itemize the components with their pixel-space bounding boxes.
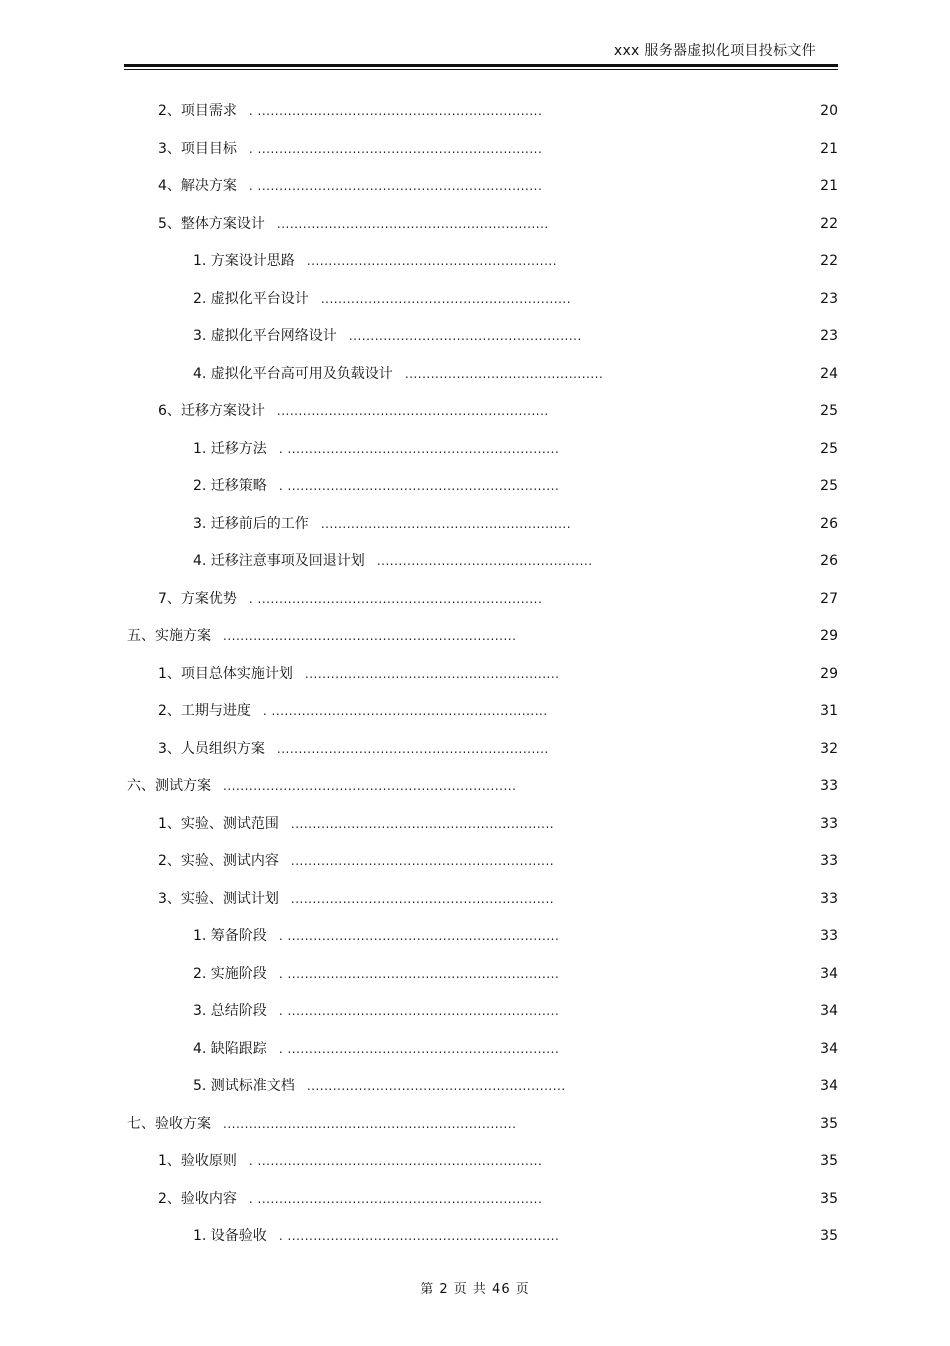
header-rule xyxy=(124,64,838,67)
toc-page-number: 35 xyxy=(820,1153,838,1169)
toc-dot-leader: . ............................................................... xyxy=(278,1041,560,1056)
toc-entry[interactable] xyxy=(0,1218,950,1256)
toc-entry-title: 1. 迁移方法 xyxy=(193,440,267,457)
toc-entry[interactable] xyxy=(0,168,950,206)
toc-entry-title: 2. 实施阶段 xyxy=(193,965,267,982)
toc-dot-leader: . ............................................................... xyxy=(278,1229,560,1243)
toc-entry[interactable] xyxy=(0,881,950,919)
toc-entry-title: 2. 迁移策略 xyxy=(193,478,267,494)
toc-dot-leader: . ................................................................ xyxy=(262,704,548,718)
toc-dot-leader: . ............................................................... xyxy=(278,929,560,943)
toc-entry[interactable] xyxy=(0,1106,950,1144)
toc-dot-leader: .................................................................... xyxy=(223,779,517,793)
toc-entry-title: 3. 虚拟化平台网络设计 xyxy=(193,328,337,344)
toc-entry-title: 4. 迁移注意事项及回退计划 xyxy=(193,553,365,569)
toc-dot-leader: . ............................................................... xyxy=(278,966,560,981)
toc-page-number: 24 xyxy=(820,365,838,382)
toc-page-number: 33 xyxy=(820,890,838,907)
toc-dot-leader: .......................................................... xyxy=(320,291,572,306)
toc-entry[interactable] xyxy=(0,281,950,319)
toc-entry[interactable] xyxy=(0,1143,950,1181)
toc-dot-leader: .......................................................... xyxy=(306,254,558,268)
toc-entry-title: 7、方案优势 xyxy=(158,590,237,607)
toc-entry-title: 3、项目目标 xyxy=(158,140,237,157)
toc-entry[interactable] xyxy=(0,993,950,1031)
toc-entry-title: 1. 筹备阶段 xyxy=(193,928,267,944)
page-number-footer: 第 2 页 共 46 页 xyxy=(420,1282,530,1297)
toc-page-number: 35 xyxy=(820,1115,838,1132)
toc-entry-title: 七、验收方案 xyxy=(127,1115,211,1132)
toc-entry-title: 2、工期与进度 xyxy=(158,703,251,719)
toc-page-number: 22 xyxy=(820,215,838,232)
toc-dot-leader: ............................................................. xyxy=(290,854,555,868)
toc-entry-title: 2、验收内容 xyxy=(158,1190,237,1207)
toc-entry-title: 5. 测试标准文档 xyxy=(193,1078,295,1094)
toc-dot-leader: .................................................. xyxy=(376,554,593,568)
toc-entry[interactable] xyxy=(0,93,950,131)
toc-page-number: 35 xyxy=(820,1190,838,1207)
toc-page-number: 23 xyxy=(820,290,838,307)
toc-entry-title: 4、解决方案 xyxy=(158,178,237,194)
toc-page-number: 27 xyxy=(820,590,838,607)
toc-entry-title: 3、实验、测试计划 xyxy=(158,890,279,907)
toc-page-number: 31 xyxy=(820,703,838,719)
toc-dot-leader: . ............................................................... xyxy=(278,1004,560,1018)
toc-page-number: 25 xyxy=(820,478,838,494)
toc-page-number: 29 xyxy=(820,665,838,682)
toc-entry[interactable] xyxy=(0,356,950,394)
table-of-contents xyxy=(0,93,950,1256)
toc-dot-leader: ............................................................ xyxy=(306,1079,566,1093)
toc-entry[interactable] xyxy=(0,131,950,169)
toc-entry[interactable] xyxy=(0,843,950,881)
toc-dot-leader: ............................................................... xyxy=(276,741,549,756)
toc-entry[interactable] xyxy=(0,206,950,244)
toc-dot-leader: .................................................................... xyxy=(223,629,517,643)
toc-entry[interactable] xyxy=(0,431,950,469)
toc-dot-leader: .............................................. xyxy=(404,366,604,381)
toc-page-number: 25 xyxy=(820,403,838,419)
toc-page-number: 21 xyxy=(820,178,838,194)
toc-entry[interactable] xyxy=(0,731,950,769)
toc-page-number: 34 xyxy=(820,1040,838,1057)
toc-entry[interactable] xyxy=(0,918,950,956)
toc-dot-leader: . .................................................................. xyxy=(248,141,543,156)
toc-entry[interactable] xyxy=(0,318,950,356)
toc-entry[interactable] xyxy=(0,1031,950,1069)
toc-entry[interactable] xyxy=(0,581,950,619)
toc-entry[interactable] xyxy=(0,618,950,656)
toc-dot-leader: . ............................................................... xyxy=(278,441,560,456)
toc-entry-title: 4. 缺陷跟踪 xyxy=(193,1040,267,1057)
toc-entry-title: 1、项目总体实施计划 xyxy=(158,665,293,682)
toc-page-number: 33 xyxy=(820,853,838,869)
toc-entry-title: 4. 虚拟化平台高可用及负载设计 xyxy=(193,365,393,382)
toc-dot-leader: .................................................................... xyxy=(223,1116,517,1131)
toc-entry[interactable] xyxy=(0,768,950,806)
toc-entry-title: 六、测试方案 xyxy=(127,778,211,794)
toc-dot-leader: . ............................................................... xyxy=(278,479,560,493)
toc-entry-title: 五、实施方案 xyxy=(127,628,211,644)
toc-dot-leader: ............................................................... xyxy=(276,404,549,418)
toc-entry-title: 1、实验、测试范围 xyxy=(158,815,279,832)
toc-entry-title: 3、人员组织方案 xyxy=(158,740,265,757)
toc-entry[interactable] xyxy=(0,656,950,694)
toc-dot-leader: .......................................................... xyxy=(320,516,572,531)
toc-entry[interactable] xyxy=(0,393,950,431)
toc-page-number: 26 xyxy=(820,515,838,532)
toc-page-number: 21 xyxy=(820,140,838,157)
toc-entry[interactable] xyxy=(0,956,950,994)
toc-entry[interactable] xyxy=(0,1068,950,1106)
toc-page-number: 20 xyxy=(820,103,838,119)
toc-dot-leader: . .................................................................. xyxy=(248,179,543,193)
toc-entry-title: 2. 虚拟化平台设计 xyxy=(193,290,309,307)
toc-page-number: 33 xyxy=(820,778,838,794)
toc-page-number: 22 xyxy=(820,253,838,269)
toc-entry-title: 5、整体方案设计 xyxy=(158,215,265,232)
toc-page-number: 34 xyxy=(820,965,838,982)
toc-entry-title: 3. 迁移前后的工作 xyxy=(193,515,309,532)
toc-entry[interactable] xyxy=(0,693,950,731)
page-header xyxy=(124,0,838,70)
toc-entry[interactable] xyxy=(0,243,950,281)
toc-dot-leader: . .................................................................. xyxy=(248,1154,543,1168)
toc-dot-leader: ........................................................... xyxy=(304,666,560,681)
toc-entry[interactable] xyxy=(0,468,950,506)
toc-dot-leader: . .................................................................. xyxy=(248,1191,543,1206)
toc-page-number: 23 xyxy=(820,328,838,344)
toc-entry-title: 1. 设备验收 xyxy=(193,1228,267,1244)
toc-entry-title: 2、项目需求 xyxy=(158,103,237,119)
header-rule-thin xyxy=(124,69,838,70)
toc-dot-leader: . .................................................................. xyxy=(248,104,543,118)
toc-dot-leader: ............................................................. xyxy=(290,891,555,906)
toc-dot-leader: ...................................................... xyxy=(348,329,582,343)
toc-page-number: 33 xyxy=(820,928,838,944)
toc-page-number: 33 xyxy=(820,815,838,832)
toc-entry[interactable] xyxy=(0,506,950,544)
toc-dot-leader: ............................................................... xyxy=(276,216,549,231)
toc-entry[interactable] xyxy=(0,1181,950,1219)
document-title: xxx 服务器虚拟化项目投标文件 xyxy=(613,43,816,59)
toc-page-number: 29 xyxy=(820,628,838,644)
toc-entry-title: 2、实验、测试内容 xyxy=(158,853,279,869)
toc-dot-leader: ............................................................. xyxy=(290,816,555,831)
toc-page-number: 25 xyxy=(820,440,838,457)
toc-entry-title: 1、验收原则 xyxy=(158,1153,237,1169)
toc-entry[interactable] xyxy=(0,806,950,844)
toc-dot-leader: . .................................................................. xyxy=(248,591,543,606)
toc-page-number: 26 xyxy=(820,553,838,569)
toc-entry-title: 6、迁移方案设计 xyxy=(158,403,265,419)
toc-page-number: 34 xyxy=(820,1003,838,1019)
toc-page-number: 34 xyxy=(820,1078,838,1094)
toc-entry-title: 3. 总结阶段 xyxy=(193,1003,267,1019)
toc-entry[interactable] xyxy=(0,543,950,581)
toc-entry-title: 1. 方案设计思路 xyxy=(193,253,295,269)
toc-page-number: 32 xyxy=(820,740,838,757)
toc-page-number: 35 xyxy=(820,1228,838,1244)
